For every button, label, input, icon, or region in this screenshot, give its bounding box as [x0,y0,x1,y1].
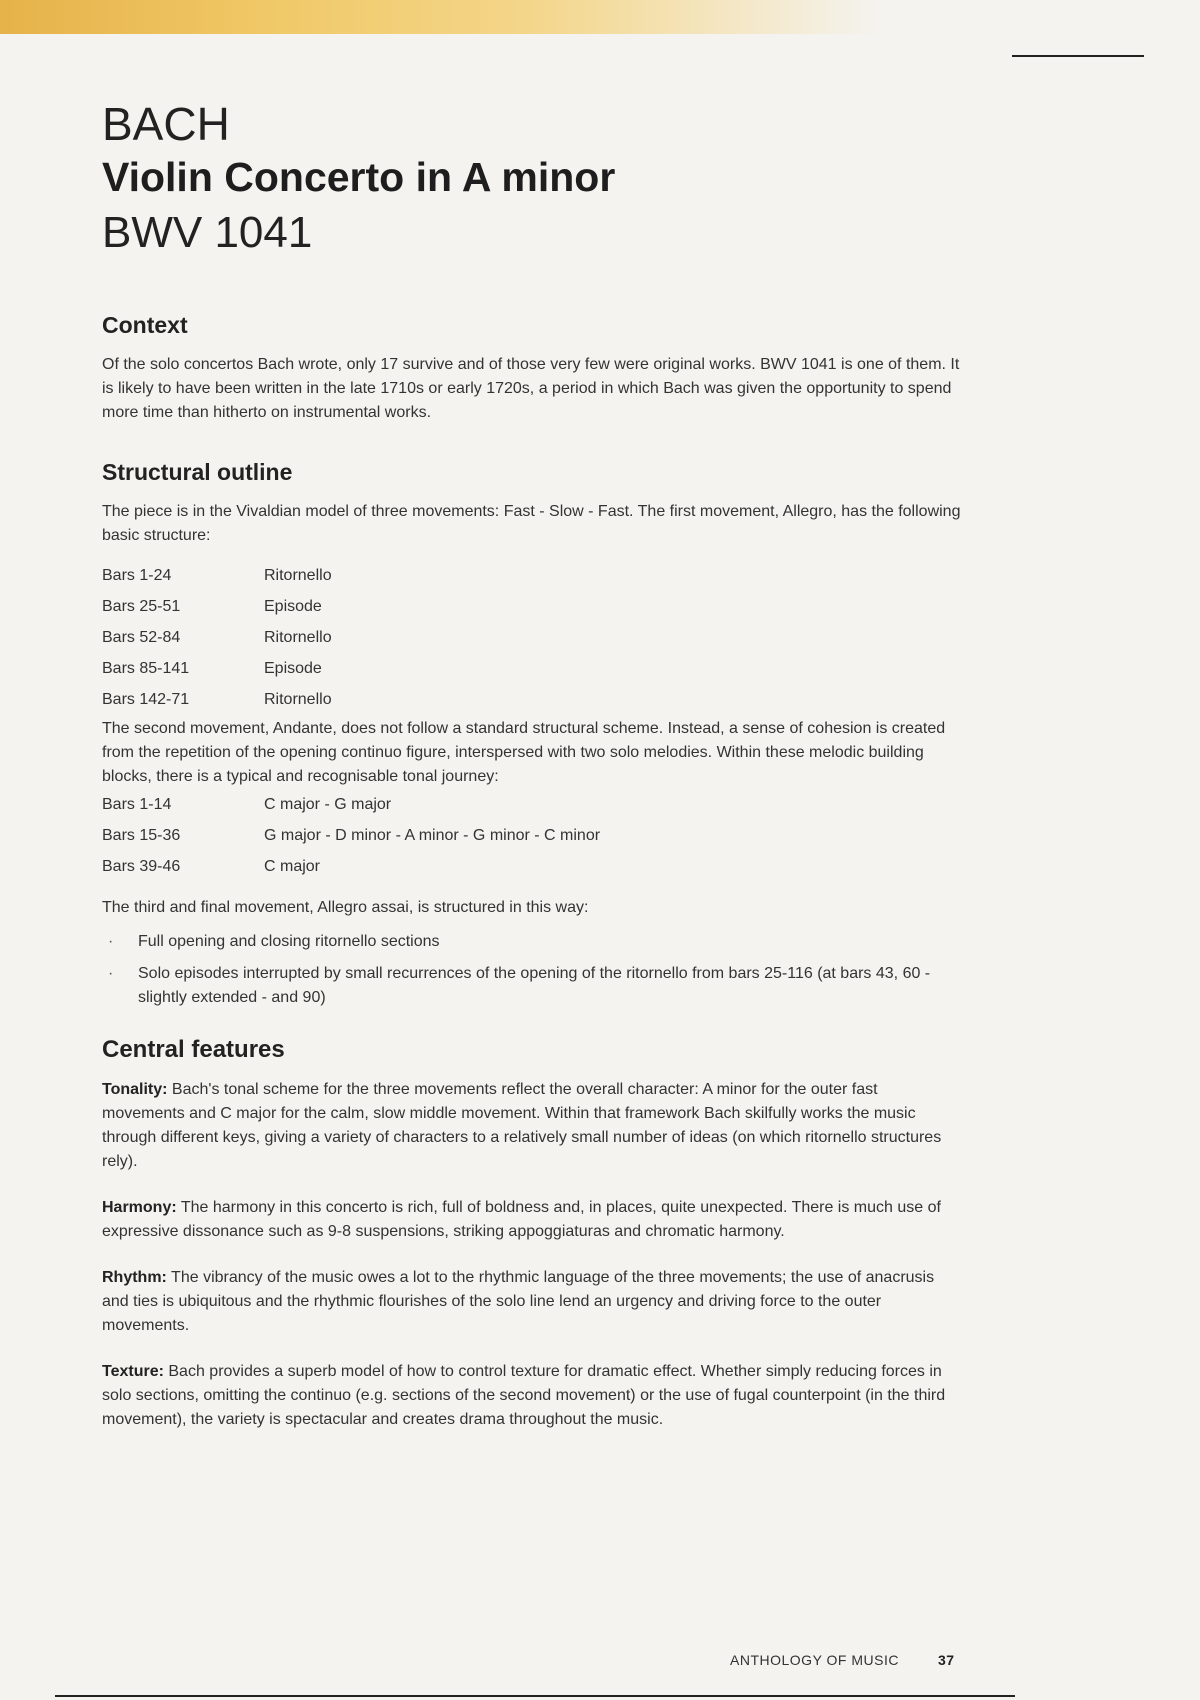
list-item: · Full opening and closing ritornello sections [138,930,962,954]
feature-label: Texture: [102,1363,164,1380]
table-row [102,622,962,653]
corner-rule [1012,55,1144,57]
feature-tonality [102,1078,962,1174]
table-row [102,560,962,591]
section-cell: Episode [264,598,322,615]
work-title: Violin Concerto in A minor [102,154,616,200]
table-row [102,820,962,851]
bars-cell: Bars 52-84 [102,629,181,646]
book-title: ANTHOLOGY OF MUSIC [730,1652,899,1668]
table-row [102,789,962,820]
feature-label: Tonality: [102,1081,168,1098]
composer-title: BACH [102,98,230,150]
table-row [102,851,962,882]
section-cell: Ritornello [264,629,332,646]
feature-texture [102,1360,962,1432]
feature-text: Bach's tonal scheme for the three movements reflect the overall character: A minor for the outer fast movements and C major for the calm, slow middle movement. Within that framework Bach skilfully works the music through different keys, giving a variety of characters to a relatively small number of ideas (on which ritornello structures rely). [102,1081,942,1170]
table-row [102,591,962,622]
bottom-rule [55,1695,1015,1697]
section-cell: Episode [264,660,322,677]
second-movement-table [102,789,962,882]
page-footer [730,1652,955,1668]
context-heading: Context [102,312,188,338]
feature-text: Bach provides a superb model of how to control texture for dramatic effect. Whether simply reducing forces in solo sections, omitting the continuo (e.g. sections of the second movement) or the use of fugal counterpoint (in the third movement), the variety is spectacular and creates drama throughout the music. [102,1363,946,1428]
third-movement-intro: The third and final movement, Allegro assai, is structured in this way: [102,899,589,916]
section-cell: Ritornello [264,567,332,584]
feature-harmony [102,1196,962,1244]
third-movement-list [102,930,962,1010]
top-color-strip [0,0,880,34]
page-number: 37 [938,1652,955,1668]
second-movement-intro: The second movement, Andante, does not follow a standard structural scheme. Instead, a sense of cohesion is created from the repetition of the opening continuo figure, interspersed with two solo melodies. Within these melodic building blocks, there is a typical and recognisable tonal journey: [102,720,946,785]
page-content [102,98,962,1432]
table-row [102,684,962,715]
feature-label: Rhythm: [102,1269,167,1286]
section-cell: G major - D minor - A minor - G minor - C minor [264,827,601,844]
feature-text: The harmony in this concerto is rich, full of boldness and, in places, quite unexpected. There is much use of expressive dissonance such as 9-8 suspensions, striking appoggiaturas and chromatic harmony. [102,1199,941,1240]
bars-cell: Bars 1-24 [102,567,172,584]
table-row [102,653,962,684]
bars-cell: Bars 25-51 [102,598,181,615]
feature-rhythm [102,1266,962,1338]
list-item: · Solo episodes interrupted by small recurrences of the opening of the ritornello from bars 25-116 (at bars 43, 60 - slightly extended - and 90) [138,962,962,1010]
bars-cell: Bars 142-71 [102,691,190,708]
context-text: Of the solo concertos Bach wrote, only 17 survive and of those very few were original works. BWV 1041 is one of them. It is likely to have been written in the late 1710s or early 1720s, a period in which Bach was given the opportunity to spend more time than hitherto on instrumental works. [102,356,960,421]
bars-cell: Bars 39-46 [102,858,181,875]
structure-intro: The piece is in the Vivaldian model of three movements: Fast - Slow - Fast. The first movement, Allegro, has the following basic structure: [102,503,961,544]
catalog-number: BWV 1041 [102,208,313,257]
section-cell: C major - G major [264,796,392,813]
section-cell: C major [264,858,321,875]
section-cell: Ritornello [264,691,332,708]
feature-text: The vibrancy of the music owes a lot to the rhythmic language of the three movements; the use of anacrusis and ties is ubiquitous and the rhythmic flourishes of the solo line lend an urgency and driving force to the outer movements. [102,1269,935,1334]
bars-cell: Bars 85-141 [102,660,190,677]
first-movement-table [102,560,962,715]
structure-heading: Structural outline [102,459,293,485]
bars-cell: Bars 1-14 [102,796,172,813]
bars-cell: Bars 15-36 [102,827,181,844]
feature-label: Harmony: [102,1199,177,1216]
central-features-heading: Central features [102,1036,285,1063]
